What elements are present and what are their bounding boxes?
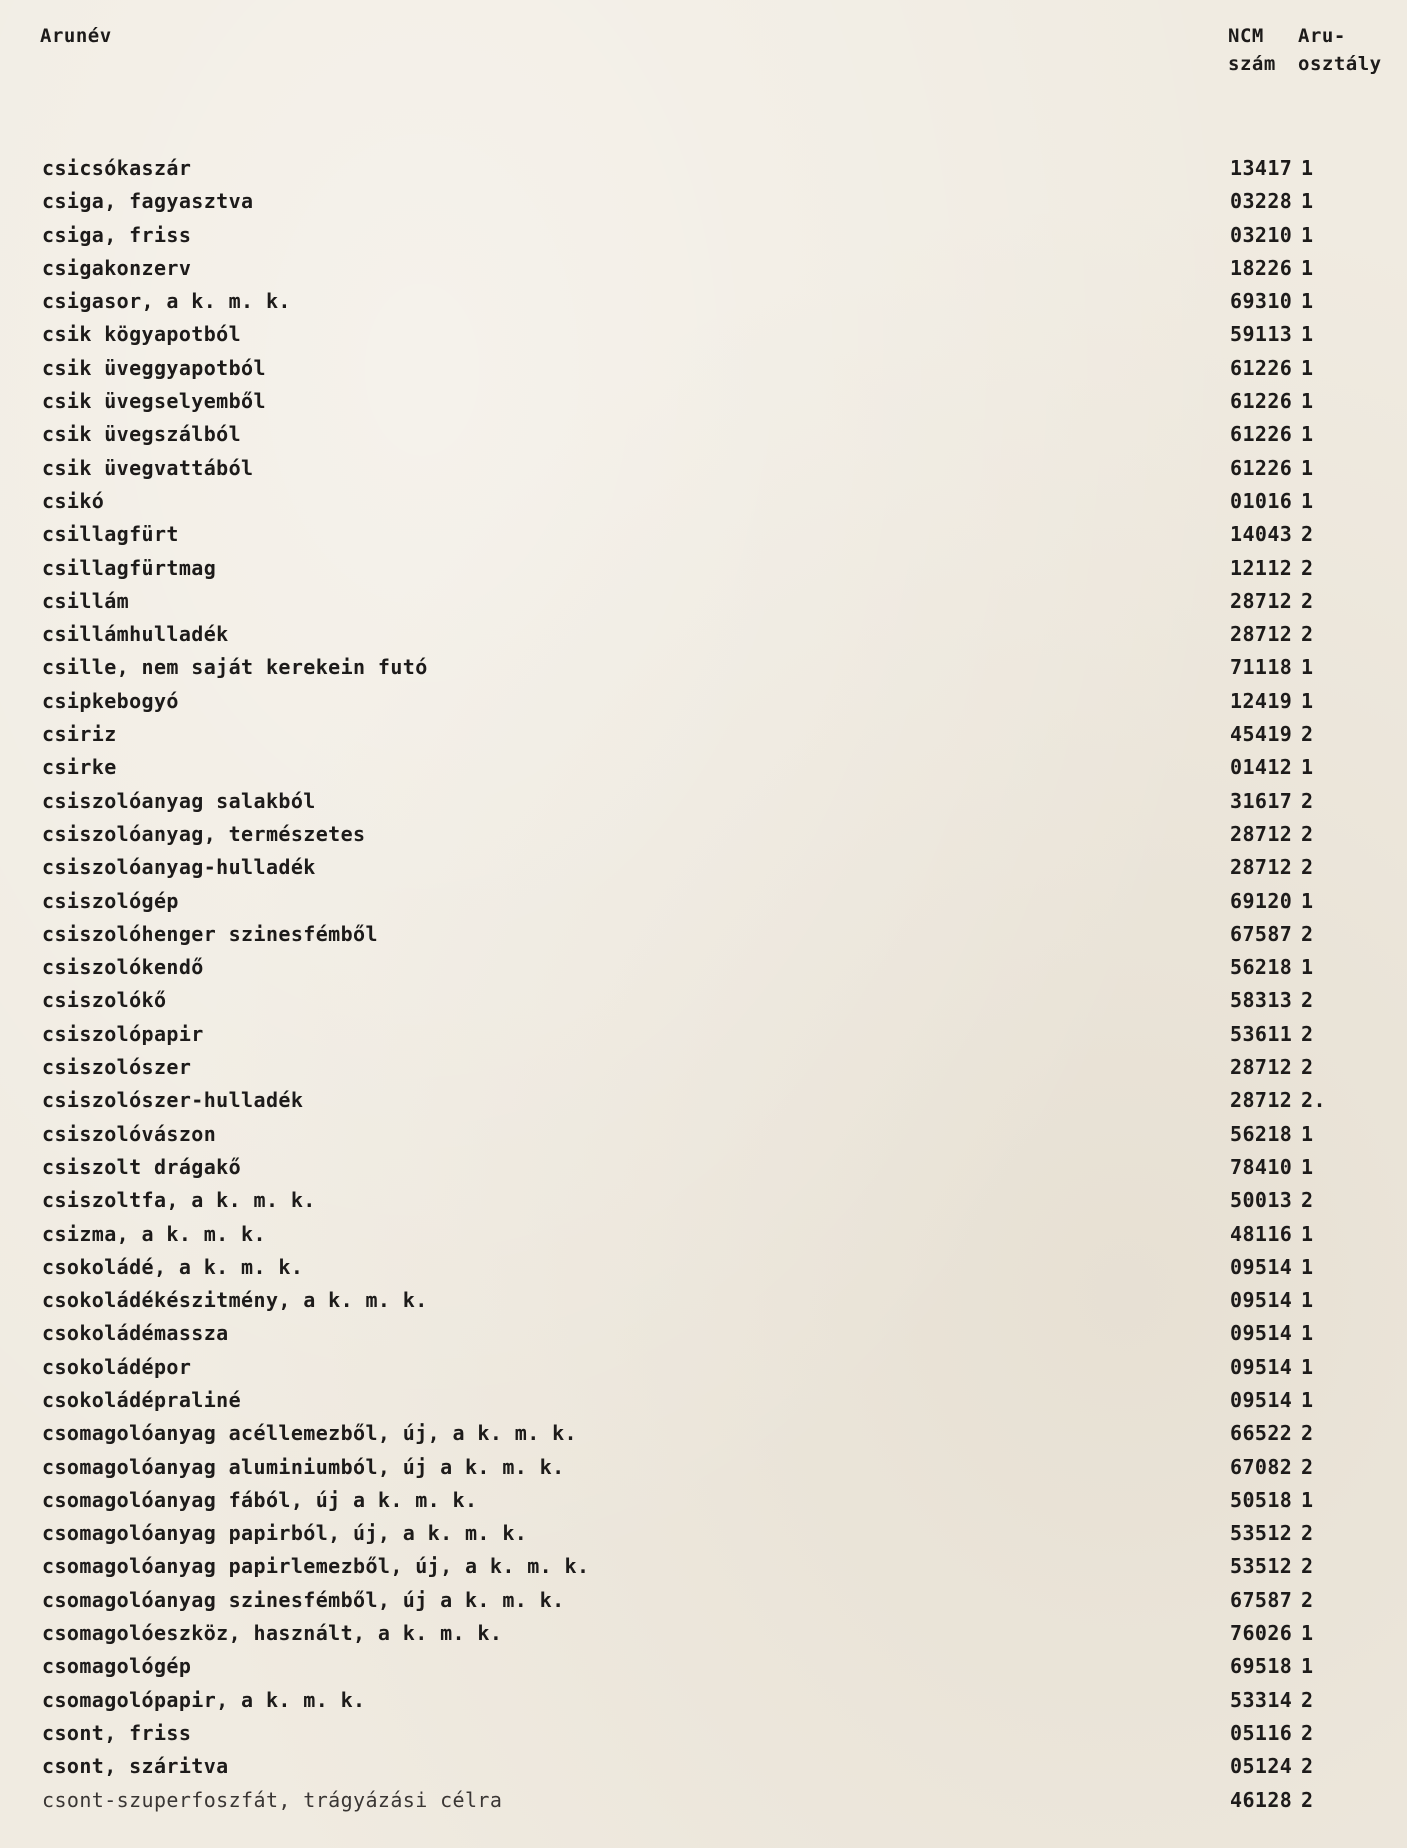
item-name: csiga, friss — [42, 222, 192, 247]
list-item — [0, 1551, 1407, 1584]
item-class: 2 — [1301, 1055, 1314, 1080]
item-ncm-code: 69310 — [1230, 289, 1293, 314]
item-ncm-code: 59113 — [1230, 322, 1293, 347]
item-ncm-code: 69518 — [1230, 1654, 1293, 1679]
list-item — [0, 1052, 1407, 1085]
item-ncm-code: 05124 — [1230, 1754, 1293, 1779]
item-name: csiga, fagyasztva — [42, 189, 254, 214]
item-class: 1 — [1301, 1288, 1314, 1313]
item-class: 2 — [1301, 1521, 1314, 1546]
item-ncm-code: 01016 — [1230, 488, 1293, 513]
item-ncm-code: 56218 — [1230, 1121, 1293, 1146]
column-header-class-line2: osztály — [1298, 53, 1382, 75]
item-class: 1 — [1301, 688, 1314, 713]
item-class: 1 — [1301, 389, 1314, 414]
item-ncm-code: 03210 — [1230, 222, 1293, 247]
list-item — [0, 1252, 1407, 1285]
item-name: csik üvegszálból — [42, 422, 242, 447]
item-ncm-code: 50013 — [1230, 1188, 1293, 1213]
list-item — [0, 1019, 1407, 1052]
column-header-name — [40, 22, 112, 50]
item-class: 1 — [1301, 1321, 1314, 1346]
item-ncm-code: 28712 — [1230, 1055, 1293, 1080]
item-class: 2 — [1301, 821, 1314, 846]
list-item — [0, 486, 1407, 519]
item-ncm-code: 09514 — [1230, 1354, 1293, 1379]
item-class: 2 — [1301, 722, 1314, 747]
item-name: csik üvegvattából — [42, 455, 254, 480]
item-class: 1 — [1301, 755, 1314, 780]
item-ncm-code: 12112 — [1230, 555, 1293, 580]
list-item — [0, 153, 1407, 186]
list-item — [0, 419, 1407, 452]
list-item — [0, 1618, 1407, 1651]
item-name: csokoládémassza — [42, 1321, 229, 1346]
list-item — [0, 1085, 1407, 1118]
item-ncm-code: 28712 — [1230, 588, 1293, 613]
item-class: 1 — [1301, 422, 1314, 447]
item-class: 2 — [1301, 788, 1314, 813]
list-item — [0, 586, 1407, 619]
item-ncm-code: 50518 — [1230, 1487, 1293, 1512]
list-item — [0, 652, 1407, 685]
item-class: 1 — [1301, 488, 1314, 513]
column-header-class-line1: Aru- — [1298, 25, 1346, 47]
item-class: 2 — [1301, 855, 1314, 880]
list-item — [0, 1352, 1407, 1385]
column-header-ncm-line2: szám — [1228, 53, 1276, 75]
item-ncm-code: 09514 — [1230, 1387, 1293, 1412]
item-ncm-code: 66522 — [1230, 1421, 1293, 1446]
list-item — [0, 319, 1407, 352]
item-name: csiriz — [42, 722, 117, 747]
item-class: 2 — [1301, 522, 1314, 547]
item-ncm-code: 69120 — [1230, 888, 1293, 913]
item-class: 1 — [1301, 322, 1314, 347]
item-ncm-code: 18226 — [1230, 255, 1293, 280]
item-ncm-code: 53314 — [1230, 1687, 1293, 1712]
list-item — [0, 1452, 1407, 1485]
list-item — [0, 752, 1407, 785]
list-item — [0, 1718, 1407, 1751]
item-name: csokoládé, a k. m. k. — [42, 1254, 304, 1279]
item-name: csokoládékészitmény, a k. m. k. — [42, 1288, 428, 1313]
item-ncm-code: 31617 — [1230, 788, 1293, 813]
list-item — [0, 719, 1407, 752]
item-class: 2 — [1301, 1554, 1314, 1579]
item-class: 1 — [1301, 955, 1314, 980]
list-item — [0, 886, 1407, 919]
list-item — [0, 1585, 1407, 1618]
list-item — [0, 1219, 1407, 1252]
item-name: csomagológép — [42, 1654, 192, 1679]
item-name: csont-szuperfoszfát, trágyázási célra — [42, 1787, 503, 1812]
item-ncm-code: 45419 — [1230, 722, 1293, 747]
item-name: csigasor, a k. m. k. — [42, 289, 291, 314]
item-ncm-code: 67587 — [1230, 921, 1293, 946]
item-ncm-code: 78410 — [1230, 1154, 1293, 1179]
item-ncm-code: 09514 — [1230, 1254, 1293, 1279]
item-class: 1 — [1301, 1654, 1314, 1679]
item-name: csont, száritva — [42, 1754, 229, 1779]
item-name: csillagfürtmag — [42, 555, 217, 580]
item-name: csipkebogyó — [42, 688, 179, 713]
list-item — [0, 1518, 1407, 1551]
list-item — [0, 1651, 1407, 1684]
item-name: csiszolóhenger szinesfémből — [42, 921, 378, 946]
item-name: csik üveggyapotból — [42, 355, 266, 380]
item-name: csille, nem saját kerekein futó — [42, 655, 428, 680]
item-ncm-code: 46128 — [1230, 1787, 1293, 1812]
item-class: 1 — [1301, 655, 1314, 680]
item-ncm-code: 53611 — [1230, 1021, 1293, 1046]
item-list — [0, 153, 1407, 1818]
list-item — [0, 386, 1407, 419]
item-ncm-code: 71118 — [1230, 655, 1293, 680]
list-item — [0, 985, 1407, 1018]
list-item — [0, 553, 1407, 586]
item-name: csomagolóanyag papirból, új, a k. m. k. — [42, 1521, 528, 1546]
column-header-ncm — [1228, 22, 1288, 78]
item-class: 1 — [1301, 1487, 1314, 1512]
item-name: csomagolóanyag papirlemezből, új, a k. m. k. — [42, 1554, 590, 1579]
item-ncm-code: 28712 — [1230, 821, 1293, 846]
item-class: 1 — [1301, 1621, 1314, 1646]
list-item — [0, 852, 1407, 885]
item-ncm-code: 76026 — [1230, 1621, 1293, 1646]
item-class: 1 — [1301, 1354, 1314, 1379]
list-item — [0, 619, 1407, 652]
item-name: csomagolóeszköz, használt, a k. m. k. — [42, 1621, 503, 1646]
item-name: csiszolószer-hulladék — [42, 1088, 304, 1113]
item-name: csirke — [42, 755, 117, 780]
item-class: 1 — [1301, 355, 1314, 380]
item-class: 2 — [1301, 1587, 1314, 1612]
list-item — [0, 1385, 1407, 1418]
item-ncm-code: 12419 — [1230, 688, 1293, 713]
item-name: csiszolókő — [42, 988, 167, 1013]
item-ncm-code: 67587 — [1230, 1587, 1293, 1612]
item-name: csiszolókendő — [42, 955, 204, 980]
item-class: 2 — [1301, 622, 1314, 647]
list-item — [0, 1751, 1407, 1784]
item-class: 2 — [1301, 1787, 1314, 1812]
item-ncm-code: 09514 — [1230, 1288, 1293, 1313]
item-class: 2 — [1301, 1021, 1314, 1046]
list-item — [0, 952, 1407, 985]
item-class: 2 — [1301, 988, 1314, 1013]
item-name: csiszológép — [42, 888, 179, 913]
item-name: csigakonzerv — [42, 255, 192, 280]
item-class: 1 — [1301, 888, 1314, 913]
item-ncm-code: 61226 — [1230, 355, 1293, 380]
item-name: csik üvegselyemből — [42, 389, 266, 414]
item-name: csomagolóanyag szinesfémből, új a k. m. k. — [42, 1587, 565, 1612]
item-ncm-code: 05116 — [1230, 1720, 1293, 1745]
item-class: 2 — [1301, 1687, 1314, 1712]
list-item — [0, 1318, 1407, 1351]
list-item — [0, 686, 1407, 719]
item-class: 2 — [1301, 1454, 1314, 1479]
column-header-class — [1298, 22, 1403, 78]
item-ncm-code: 53512 — [1230, 1554, 1293, 1579]
item-name: csiszolt drágakő — [42, 1154, 242, 1179]
item-class: 1 — [1301, 222, 1314, 247]
item-ncm-code: 28712 — [1230, 622, 1293, 647]
item-name: csomagolóanyag fából, új a k. m. k. — [42, 1487, 478, 1512]
list-item — [0, 1285, 1407, 1318]
item-name: csokoládépor — [42, 1354, 192, 1379]
item-ncm-code: 14043 — [1230, 522, 1293, 547]
item-name: csillám — [42, 588, 130, 613]
item-name: csizma, a k. m. k. — [42, 1221, 266, 1246]
list-item — [0, 1418, 1407, 1451]
item-class: 2. — [1301, 1088, 1326, 1113]
item-ncm-code: 01412 — [1230, 755, 1293, 780]
list-item — [0, 919, 1407, 952]
item-ncm-code: 61226 — [1230, 422, 1293, 447]
item-ncm-code: 61226 — [1230, 455, 1293, 480]
list-item — [0, 453, 1407, 486]
column-header-ncm-line1: NCM — [1228, 25, 1264, 47]
list-item — [0, 220, 1407, 253]
list-item — [0, 819, 1407, 852]
list-item — [0, 786, 1407, 819]
list-item — [0, 286, 1407, 319]
item-class: 1 — [1301, 289, 1314, 314]
item-class: 1 — [1301, 156, 1314, 180]
item-name: csikó — [42, 488, 105, 513]
item-ncm-code: 48116 — [1230, 1221, 1293, 1246]
item-class: 2 — [1301, 1754, 1314, 1779]
item-class: 2 — [1301, 1421, 1314, 1446]
item-name: csillagfürt — [42, 522, 179, 547]
item-name: csomagolóanyag aluminiumból, új a k. m. k. — [42, 1454, 565, 1479]
list-item — [0, 253, 1407, 286]
item-ncm-code: 61226 — [1230, 389, 1293, 414]
item-class: 1 — [1301, 189, 1314, 214]
item-name: csiszolószer — [42, 1055, 192, 1080]
item-name: csomagolóanyag acéllemezből, új, a k. m. k. — [42, 1421, 577, 1446]
item-name: csik kögyapotból — [42, 322, 242, 347]
item-name: csomagolópapir, a k. m. k. — [42, 1687, 366, 1712]
item-class: 2 — [1301, 1188, 1314, 1213]
item-name: csiszoltfa, a k. m. k. — [42, 1188, 316, 1213]
item-class: 2 — [1301, 588, 1314, 613]
list-item — [0, 1119, 1407, 1152]
list-item — [0, 1185, 1407, 1218]
item-ncm-code: 09514 — [1230, 1321, 1293, 1346]
item-ncm-code: 28712 — [1230, 855, 1293, 880]
item-class: 1 — [1301, 1254, 1314, 1279]
item-name: csicsókaszár — [42, 156, 192, 180]
item-name: csiszolóanyag-hulladék — [42, 855, 316, 880]
item-ncm-code: 53512 — [1230, 1521, 1293, 1546]
list-item — [0, 1485, 1407, 1518]
item-class: 2 — [1301, 1720, 1314, 1745]
item-ncm-code: 13417 — [1230, 156, 1293, 180]
item-name: csillámhulladék — [42, 622, 229, 647]
list-item — [0, 1785, 1407, 1818]
list-item — [0, 186, 1407, 219]
list-item — [0, 1152, 1407, 1185]
list-item — [0, 519, 1407, 552]
item-name: csont, friss — [42, 1720, 192, 1745]
item-ncm-code: 58313 — [1230, 988, 1293, 1013]
item-class: 1 — [1301, 1387, 1314, 1412]
item-ncm-code: 67082 — [1230, 1454, 1293, 1479]
item-name: csiszolóvászon — [42, 1121, 217, 1146]
item-ncm-code: 03228 — [1230, 189, 1293, 214]
item-ncm-code: 28712 — [1230, 1088, 1293, 1113]
item-name: csokoládépraliné — [42, 1387, 242, 1412]
item-class: 1 — [1301, 1154, 1314, 1179]
item-class: 1 — [1301, 455, 1314, 480]
item-name: csiszolópapir — [42, 1021, 204, 1046]
item-ncm-code: 56218 — [1230, 955, 1293, 980]
item-name: csiszolóanyag, természetes — [42, 821, 366, 846]
item-class: 1 — [1301, 1121, 1314, 1146]
item-name: csiszolóanyag salakból — [42, 788, 316, 813]
item-class: 1 — [1301, 1221, 1314, 1246]
item-class: 2 — [1301, 555, 1314, 580]
item-class: 2 — [1301, 921, 1314, 946]
list-item — [0, 1685, 1407, 1718]
item-class: 1 — [1301, 255, 1314, 280]
column-header-name-label: Arunév — [40, 25, 112, 47]
list-item — [0, 353, 1407, 386]
